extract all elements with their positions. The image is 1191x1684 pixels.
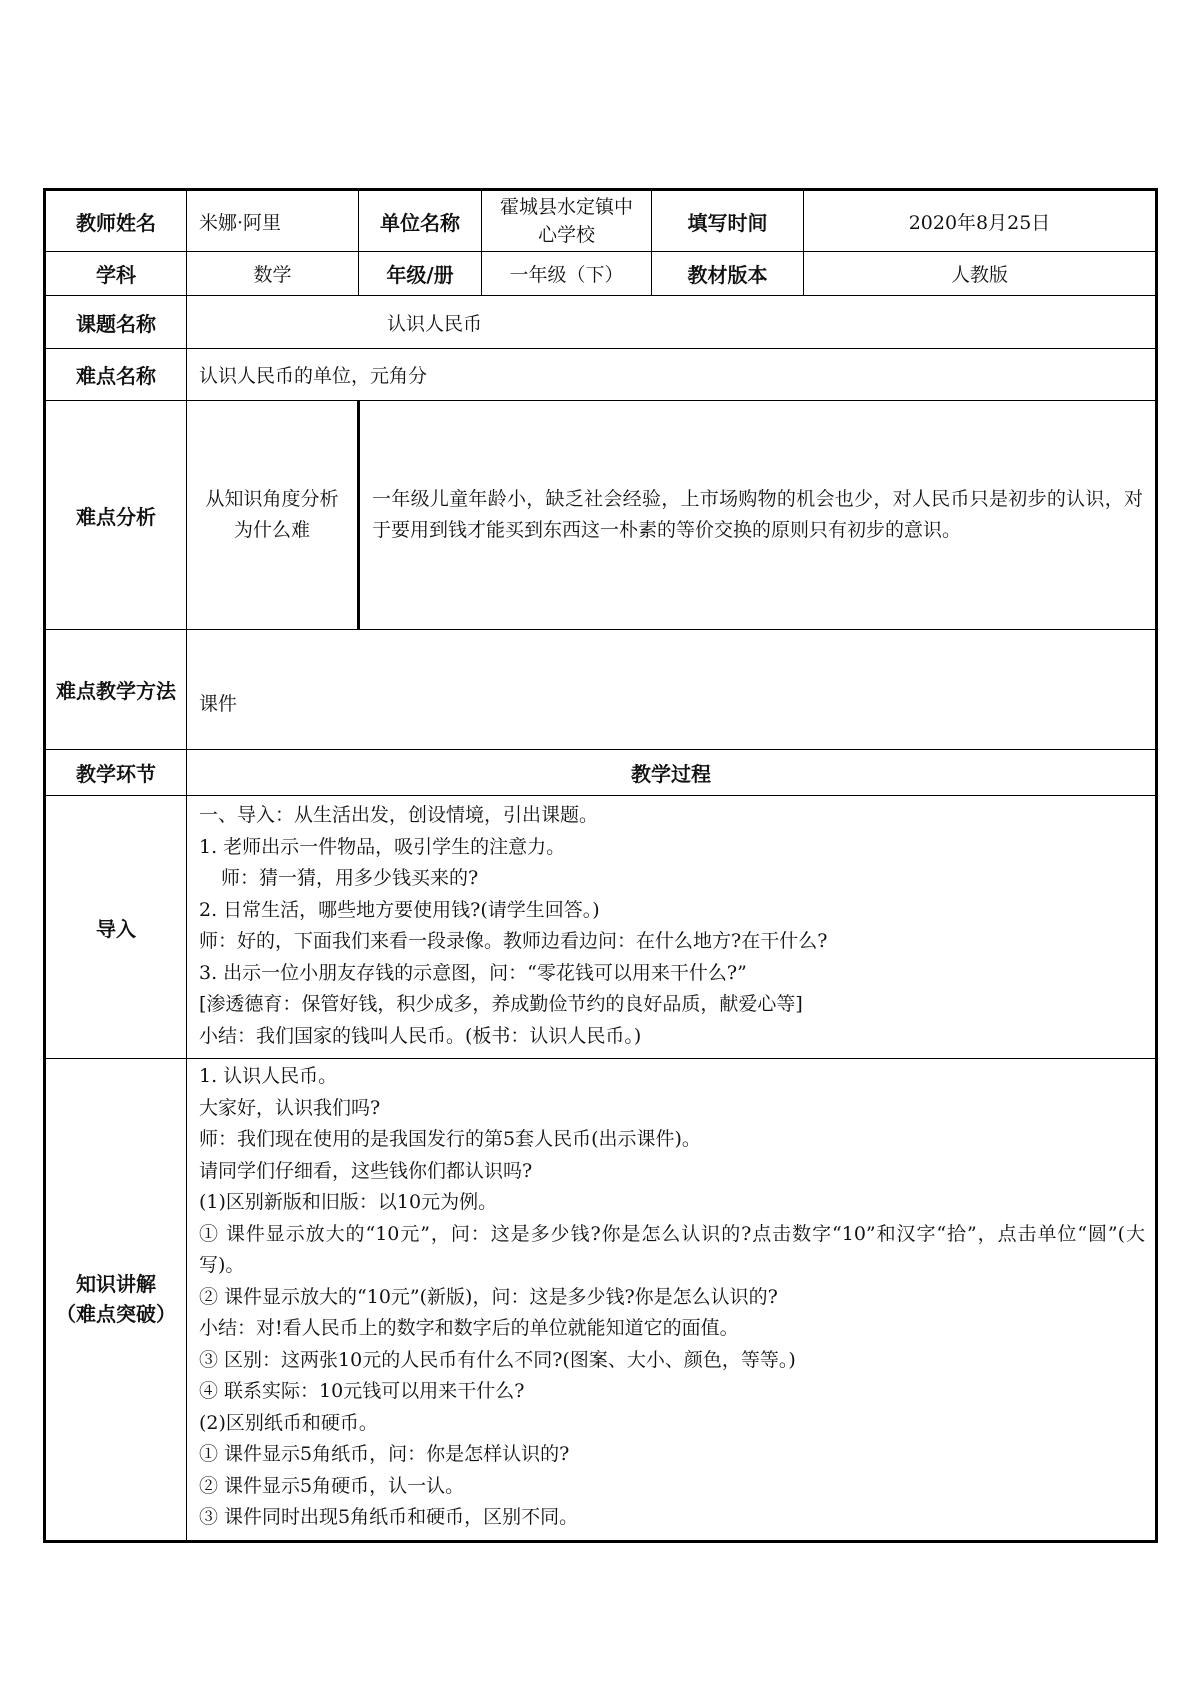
knowledge-line: ④ 联系实际：10元钱可以用来干什么?: [199, 1380, 525, 1402]
knowledge-line: 请同学们仔细看，这些钱你们都认识吗?: [199, 1159, 533, 1182]
knowledge-line: 小结：对!看人民币上的数字和数字后的单位就能知道它的面值。: [199, 1317, 739, 1339]
intro-line: [渗透德育：保管好钱，积少成多，养成勤俭节约的良好品质，献爱心等]: [199, 993, 803, 1015]
analysis-sub-label: 从知识角度分析为什么难: [187, 401, 359, 630]
topic-label: 课题名称: [45, 296, 187, 349]
difficulty-row: [45, 349, 1157, 401]
fill-time-value: 2020年8月25日: [804, 190, 1157, 252]
topic-value: 认识人民币: [187, 296, 1157, 349]
subject-value: 数学: [187, 252, 359, 296]
process-content-header: 教学过程: [187, 750, 1157, 796]
knowledge-line: (2)区别纸币和硬币。: [199, 1411, 378, 1434]
unit-name-label: 单位名称: [359, 190, 482, 252]
grade-label: 年级/册: [359, 252, 482, 296]
knowledge-line: ③ 课件同时出现5角纸币和硬币，区别不同。: [199, 1506, 579, 1528]
knowledge-line: 师：我们现在使用的是我国发行的第5套人民币(出示课件)。: [199, 1128, 701, 1150]
analysis-text: 一年级儿童年龄小，缺乏社会经验，上市场购物的机会也少，对人民币只是初步的认识，对于要用到钱才能买到东西这一朴素的等价交换的原则只有初步的意识。: [359, 401, 1157, 630]
analysis-label: 难点分析: [45, 401, 187, 630]
header-row-2: [45, 252, 1157, 296]
knowledge-line: ① 课件显示放大的“10元”，问：这是多少钱?你是怎么认识的?点击数字“10”和汉字“拾”，点击单位“圆”(大写)。: [199, 1222, 1145, 1276]
knowledge-line: ② 课件显示5角硬币，认一认。: [199, 1474, 465, 1497]
teacher-name-value: 米娜·阿里: [187, 190, 359, 252]
process-stage-header: 教学环节: [45, 750, 187, 796]
intro-line: 1. 老师出示一件物品，吸引学生的注意力。: [199, 835, 566, 858]
knowledge-line: ③ 区别：这两张10元的人民币有什么不同?(图案、大小、颜色，等等。): [199, 1348, 796, 1371]
method-value: 课件: [187, 630, 1157, 750]
analysis-row: [45, 401, 1157, 630]
knowledge-label-line-2: （难点突破）: [56, 1302, 176, 1327]
header-row-1: [45, 190, 1157, 252]
fill-time-label: 填写时间: [652, 190, 804, 252]
intro-line: 3. 出示一位小朋友存钱的示意图，问：“零花钱可以用来干什么?”: [199, 961, 747, 984]
topic-row: [45, 296, 1157, 349]
knowledge-line: 大家好，认识我们吗?: [199, 1096, 381, 1119]
knowledge-line: ② 课件显示放大的“10元”(新版)，问：这是多少钱?你是怎么认识的?: [199, 1285, 778, 1308]
knowledge-line: ① 课件显示5角纸币，问：你是怎样认识的?: [199, 1443, 570, 1465]
intro-content: [187, 796, 1157, 1059]
subject-label: 学科: [45, 252, 187, 296]
lesson-plan-sheet: [43, 188, 1155, 1543]
intro-row: [45, 796, 1157, 1059]
knowledge-line: 1. 认识人民币。: [199, 1065, 338, 1087]
edition-value: 人教版: [804, 252, 1157, 296]
method-label: 难点教学方法: [45, 630, 187, 750]
grade-value: 一年级（下）: [482, 252, 652, 296]
edition-label: 教材版本: [652, 252, 804, 296]
knowledge-line: (1)区别新版和旧版：以10元为例。: [199, 1191, 498, 1213]
difficulty-value: 认识人民币的单位，元角分: [187, 349, 1157, 401]
intro-line: 师：好的，下面我们来看一段录像。教师边看边问：在什么地方?在干什么?: [199, 930, 828, 952]
difficulty-label: 难点名称: [45, 349, 187, 401]
intro-line: 一、导入：从生活出发，创设情境，引出课题。: [199, 804, 599, 826]
knowledge-content: [187, 1059, 1157, 1542]
unit-name-value: 霍城县水定镇中心学校: [482, 190, 652, 252]
knowledge-label-line-1: 知识讲解: [76, 1272, 156, 1297]
intro-line: 师：猜一猜，用多少钱买来的?: [221, 867, 479, 889]
teacher-name-label: 教师姓名: [45, 190, 187, 252]
intro-line: 2. 日常生活，哪些地方要使用钱?(请学生回答。): [199, 898, 600, 921]
knowledge-row: [45, 1059, 1157, 1542]
knowledge-label: [45, 1059, 187, 1542]
process-header-row: [45, 750, 1157, 796]
lesson-plan-table: [43, 188, 1158, 1543]
intro-line: 小结：我们国家的钱叫人民币。(板书：认识人民币。): [199, 1024, 642, 1047]
method-row: [45, 630, 1157, 750]
intro-label: 导入: [45, 796, 187, 1059]
